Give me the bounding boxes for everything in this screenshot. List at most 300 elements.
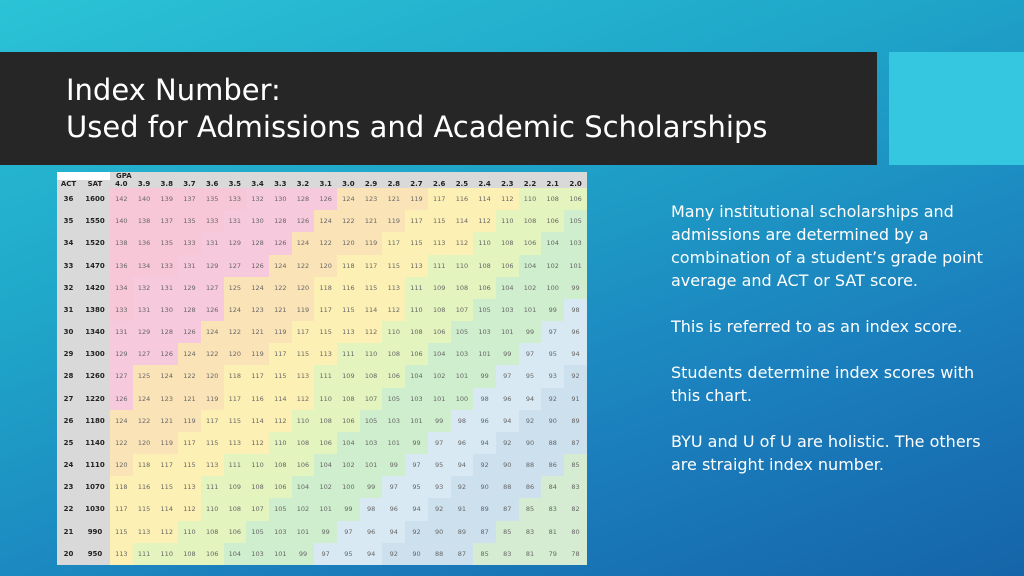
index-value-cell: 117 — [246, 365, 269, 387]
index-value-cell: 105 — [451, 321, 474, 343]
index-value-cell: 116 — [337, 277, 360, 299]
index-value-cell: 137 — [178, 188, 201, 210]
index-value-cell: 105 — [246, 521, 269, 543]
index-value-cell: 140 — [110, 210, 133, 232]
index-value-cell: 124 — [314, 210, 337, 232]
index-value-cell: 97 — [519, 343, 542, 365]
index-value-cell: 92 — [382, 543, 405, 565]
index-value-cell: 103 — [246, 543, 269, 565]
index-value-cell: 87 — [473, 521, 496, 543]
index-value-cell: 130 — [246, 210, 269, 232]
index-value-cell: 99 — [496, 343, 519, 365]
gpa-header-cell: 2.2 — [519, 180, 542, 188]
index-value-cell: 117 — [224, 388, 247, 410]
index-value-cell: 108 — [246, 476, 269, 498]
index-value-cell: 85 — [564, 454, 587, 476]
act-score-cell: 28 — [57, 365, 80, 387]
index-value-cell: 83 — [541, 498, 564, 520]
index-value-cell: 110 — [246, 454, 269, 476]
description — [671, 200, 991, 499]
index-value-cell: 111 — [428, 255, 451, 277]
index-value-cell: 97 — [405, 454, 428, 476]
index-value-cell: 90 — [473, 476, 496, 498]
index-value-cell: 92 — [496, 432, 519, 454]
index-value-cell: 124 — [337, 188, 360, 210]
index-value-cell: 99 — [405, 432, 428, 454]
index-value-cell: 130 — [269, 188, 292, 210]
gpa-header-cell: 3.4 — [246, 180, 269, 188]
sat-score-cell: 1520 — [80, 232, 110, 254]
index-value-cell: 102 — [519, 277, 542, 299]
index-value-cell: 90 — [496, 454, 519, 476]
index-value-cell: 111 — [405, 277, 428, 299]
index-value-cell: 79 — [541, 543, 564, 565]
index-value-cell: 113 — [428, 232, 451, 254]
index-value-cell: 112 — [269, 410, 292, 432]
index-value-cell: 117 — [110, 498, 133, 520]
index-value-cell: 119 — [269, 321, 292, 343]
index-value-cell: 124 — [292, 232, 315, 254]
index-value-cell: 134 — [110, 277, 133, 299]
act-score-cell: 25 — [57, 432, 80, 454]
sat-score-cell: 1220 — [80, 388, 110, 410]
index-value-cell: 108 — [337, 388, 360, 410]
table-row — [57, 255, 587, 277]
index-value-cell: 87 — [451, 543, 474, 565]
sat-score-cell: 1420 — [80, 277, 110, 299]
index-value-cell: 102 — [337, 454, 360, 476]
index-value-cell: 112 — [496, 188, 519, 210]
index-value-cell: 126 — [292, 210, 315, 232]
index-value-cell: 89 — [451, 521, 474, 543]
slide-title — [66, 72, 866, 146]
index-value-cell: 120 — [337, 232, 360, 254]
index-value-cell: 119 — [246, 343, 269, 365]
index-value-cell: 86 — [519, 476, 542, 498]
index-value-cell: 94 — [382, 521, 405, 543]
index-value-cell: 106 — [428, 321, 451, 343]
index-value-cell: 133 — [178, 232, 201, 254]
index-value-cell: 120 — [314, 255, 337, 277]
index-value-cell: 103 — [473, 321, 496, 343]
index-value-cell: 122 — [178, 365, 201, 387]
act-score-cell: 35 — [57, 210, 80, 232]
index-value-cell: 96 — [473, 410, 496, 432]
index-value-cell: 89 — [564, 410, 587, 432]
table-row — [57, 388, 587, 410]
index-value-cell: 111 — [201, 476, 224, 498]
index-value-cell: 124 — [110, 410, 133, 432]
index-value-cell: 128 — [178, 299, 201, 321]
sat-score-cell: 1180 — [80, 410, 110, 432]
act-score-cell: 36 — [57, 188, 80, 210]
index-value-cell: 129 — [201, 255, 224, 277]
sat-score-cell: 1470 — [80, 255, 110, 277]
index-value-cell: 129 — [133, 321, 156, 343]
index-value-cell: 112 — [246, 432, 269, 454]
gpa-header-cell: 2.7 — [405, 180, 428, 188]
index-value-cell: 100 — [337, 476, 360, 498]
gpa-header-cell: 2.8 — [382, 180, 405, 188]
description-paragraph-2: This is referred to as an index score. — [671, 317, 963, 336]
index-value-cell: 101 — [269, 543, 292, 565]
index-value-cell: 103 — [269, 521, 292, 543]
index-value-cell: 138 — [133, 210, 156, 232]
index-value-cell: 80 — [564, 521, 587, 543]
index-value-cell: 108 — [451, 277, 474, 299]
index-value-cell: 110 — [360, 343, 383, 365]
index-value-cell: 121 — [269, 299, 292, 321]
index-value-cell: 117 — [269, 343, 292, 365]
index-value-cell: 90 — [428, 521, 451, 543]
sat-header: SAT — [80, 180, 110, 188]
index-value-cell: 83 — [519, 521, 542, 543]
index-value-cell: 110 — [292, 410, 315, 432]
index-value-cell: 126 — [314, 188, 337, 210]
index-value-cell: 95 — [337, 543, 360, 565]
index-value-cell: 133 — [224, 188, 247, 210]
table-row — [57, 521, 587, 543]
act-score-cell: 24 — [57, 454, 80, 476]
index-value-cell: 92 — [473, 454, 496, 476]
index-value-cell: 113 — [314, 343, 337, 365]
act-header: ACT — [57, 180, 80, 188]
index-value-cell: 122 — [133, 410, 156, 432]
index-value-cell: 97 — [382, 476, 405, 498]
index-value-cell: 101 — [360, 454, 383, 476]
index-value-cell: 115 — [314, 321, 337, 343]
index-value-cell: 99 — [541, 299, 564, 321]
gpa-label: GPA — [110, 172, 587, 180]
gpa-header-cell: 4.0 — [110, 180, 133, 188]
index-value-cell: 86 — [541, 454, 564, 476]
index-value-cell: 96 — [496, 388, 519, 410]
index-value-cell: 97 — [337, 521, 360, 543]
index-value-cell: 110 — [473, 232, 496, 254]
table-row — [57, 343, 587, 365]
index-value-cell: 131 — [201, 232, 224, 254]
index-value-cell: 124 — [269, 255, 292, 277]
index-value-cell: 116 — [133, 476, 156, 498]
index-value-cell: 117 — [292, 321, 315, 343]
index-value-cell: 85 — [496, 521, 519, 543]
index-value-cell: 108 — [269, 454, 292, 476]
index-value-cell: 133 — [201, 210, 224, 232]
act-score-cell: 33 — [57, 255, 80, 277]
table-row — [57, 476, 587, 498]
gpa-header-cell: 2.9 — [360, 180, 383, 188]
index-value-cell: 84 — [541, 476, 564, 498]
index-value-cell: 87 — [564, 432, 587, 454]
index-value-cell: 128 — [246, 232, 269, 254]
index-value-cell: 126 — [201, 299, 224, 321]
index-value-cell: 98 — [451, 410, 474, 432]
index-value-cell: 115 — [201, 432, 224, 454]
corner-blank — [80, 172, 110, 180]
act-score-cell: 32 — [57, 277, 80, 299]
index-value-cell: 115 — [224, 410, 247, 432]
index-value-cell: 140 — [133, 188, 156, 210]
index-value-cell: 106 — [519, 232, 542, 254]
index-value-cell: 107 — [451, 299, 474, 321]
index-value-cell: 106 — [496, 255, 519, 277]
index-value-cell: 81 — [541, 521, 564, 543]
index-value-cell: 110 — [496, 210, 519, 232]
index-value-cell: 138 — [110, 232, 133, 254]
index-value-cell: 112 — [473, 210, 496, 232]
index-value-cell: 110 — [382, 321, 405, 343]
sat-score-cell: 1070 — [80, 476, 110, 498]
index-value-cell: 108 — [178, 543, 201, 565]
index-value-cell: 122 — [224, 321, 247, 343]
index-value-cell: 106 — [224, 521, 247, 543]
index-value-cell: 115 — [405, 232, 428, 254]
index-value-cell: 108 — [496, 232, 519, 254]
index-value-cell: 124 — [155, 365, 178, 387]
index-value-cell: 122 — [292, 255, 315, 277]
index-value-cell: 110 — [269, 432, 292, 454]
index-value-cell: 132 — [133, 277, 156, 299]
index-value-cell: 122 — [337, 210, 360, 232]
index-value-cell: 94 — [496, 410, 519, 432]
gpa-header-cell: 3.5 — [224, 180, 247, 188]
index-value-cell: 96 — [382, 498, 405, 520]
index-value-cell: 113 — [133, 521, 156, 543]
index-value-cell: 142 — [110, 188, 133, 210]
index-value-cell: 101 — [519, 299, 542, 321]
index-value-cell: 106 — [564, 188, 587, 210]
gpa-header-cell: 2.0 — [564, 180, 587, 188]
index-value-cell: 101 — [382, 432, 405, 454]
index-value-cell: 108 — [428, 299, 451, 321]
act-score-cell: 29 — [57, 343, 80, 365]
table-row — [57, 432, 587, 454]
index-value-cell: 83 — [496, 543, 519, 565]
index-value-cell: 107 — [246, 498, 269, 520]
index-value-cell: 106 — [473, 277, 496, 299]
index-value-cell: 124 — [178, 343, 201, 365]
index-value-cell: 115 — [360, 277, 383, 299]
index-value-cell: 102 — [292, 498, 315, 520]
index-value-cell: 104 — [224, 543, 247, 565]
index-value-cell: 117 — [155, 454, 178, 476]
index-value-cell: 104 — [337, 432, 360, 454]
index-value-cell: 94 — [564, 343, 587, 365]
gpa-header-cell: 2.6 — [428, 180, 451, 188]
act-score-cell: 34 — [57, 232, 80, 254]
index-value-cell: 101 — [314, 498, 337, 520]
index-value-cell: 118 — [224, 365, 247, 387]
index-value-cell: 127 — [133, 343, 156, 365]
index-value-cell: 107 — [360, 388, 383, 410]
act-score-cell: 26 — [57, 410, 80, 432]
index-value-cell: 95 — [519, 365, 542, 387]
index-value-cell: 115 — [133, 498, 156, 520]
index-value-cell: 104 — [292, 476, 315, 498]
index-value-cell: 121 — [246, 321, 269, 343]
index-value-cell: 131 — [110, 321, 133, 343]
index-value-cell: 106 — [541, 210, 564, 232]
index-value-cell: 95 — [541, 343, 564, 365]
index-value-cell: 114 — [473, 188, 496, 210]
index-value-cell: 97 — [541, 321, 564, 343]
index-value-cell: 131 — [178, 255, 201, 277]
index-value-cell: 112 — [451, 232, 474, 254]
index-value-cell: 127 — [224, 255, 247, 277]
index-value-cell: 115 — [382, 255, 405, 277]
index-value-cell: 119 — [405, 188, 428, 210]
index-value-cell: 119 — [382, 210, 405, 232]
index-value-cell: 113 — [292, 365, 315, 387]
table-row — [57, 543, 587, 565]
index-value-cell: 91 — [451, 498, 474, 520]
index-value-cell: 98 — [473, 388, 496, 410]
index-chart — [57, 172, 587, 565]
index-value-cell: 115 — [178, 454, 201, 476]
index-value-cell: 117 — [428, 188, 451, 210]
index-value-cell: 103 — [360, 432, 383, 454]
index-value-cell: 114 — [246, 410, 269, 432]
index-value-cell: 81 — [519, 543, 542, 565]
index-value-cell: 96 — [451, 432, 474, 454]
index-value-cell: 83 — [564, 476, 587, 498]
index-value-cell: 92 — [519, 410, 542, 432]
index-value-cell: 115 — [110, 521, 133, 543]
index-value-cell: 130 — [155, 299, 178, 321]
index-value-cell: 94 — [473, 432, 496, 454]
index-value-cell: 87 — [496, 498, 519, 520]
index-value-cell: 120 — [201, 365, 224, 387]
index-value-cell: 135 — [178, 210, 201, 232]
index-value-cell: 106 — [201, 543, 224, 565]
description-paragraph-1: Many institutional scholarships and admissions are determined by a combination of a student’s grade point average and ACT or SAT score. — [671, 202, 983, 290]
index-value-cell: 92 — [541, 388, 564, 410]
index-value-cell: 112 — [360, 321, 383, 343]
index-value-cell: 99 — [473, 365, 496, 387]
index-value-cell: 103 — [451, 343, 474, 365]
index-value-cell: 120 — [292, 277, 315, 299]
index-value-cell: 109 — [224, 476, 247, 498]
index-value-cell: 99 — [337, 498, 360, 520]
act-score-cell: 31 — [57, 299, 80, 321]
index-value-cell: 110 — [178, 521, 201, 543]
index-value-cell: 108 — [405, 321, 428, 343]
gpa-header-cell: 3.7 — [178, 180, 201, 188]
gpa-header-cell: 3.3 — [269, 180, 292, 188]
index-value-cell: 112 — [178, 498, 201, 520]
table-row — [57, 232, 587, 254]
index-value-cell: 102 — [541, 255, 564, 277]
title-line-1: Index Number: — [66, 73, 281, 107]
index-value-cell: 115 — [337, 299, 360, 321]
act-score-cell: 21 — [57, 521, 80, 543]
index-value-cell: 110 — [519, 188, 542, 210]
index-value-cell: 115 — [269, 365, 292, 387]
index-value-cell: 133 — [110, 299, 133, 321]
index-value-cell: 118 — [110, 476, 133, 498]
table-row — [57, 210, 587, 232]
index-value-cell: 105 — [564, 210, 587, 232]
gpa-header-cell: 3.9 — [133, 180, 156, 188]
index-value-cell: 104 — [496, 277, 519, 299]
index-value-cell: 116 — [246, 388, 269, 410]
index-value-cell: 122 — [269, 277, 292, 299]
index-value-cell: 124 — [201, 321, 224, 343]
index-value-cell: 105 — [473, 299, 496, 321]
index-value-cell: 99 — [564, 277, 587, 299]
index-value-cell: 92 — [451, 476, 474, 498]
act-score-cell: 30 — [57, 321, 80, 343]
index-value-cell: 78 — [564, 543, 587, 565]
index-value-cell: 113 — [110, 543, 133, 565]
index-value-cell: 112 — [155, 521, 178, 543]
index-value-cell: 111 — [314, 365, 337, 387]
index-value-cell: 129 — [178, 277, 201, 299]
index-value-cell: 105 — [360, 410, 383, 432]
gpa-header-cell: 3.6 — [201, 180, 224, 188]
table-row — [57, 410, 587, 432]
index-value-cell: 104 — [541, 232, 564, 254]
sat-score-cell: 1110 — [80, 454, 110, 476]
index-value-cell: 124 — [224, 299, 247, 321]
gpa-header-cell: 2.1 — [541, 180, 564, 188]
index-value-cell: 104 — [519, 255, 542, 277]
index-value-cell: 106 — [314, 432, 337, 454]
gpa-header-cell: 3.0 — [337, 180, 360, 188]
index-value-cell: 126 — [110, 388, 133, 410]
sat-score-cell: 1260 — [80, 365, 110, 387]
description-paragraph-4: BYU and U of U are holistic. The others are straight index number. — [671, 432, 981, 474]
table-row — [57, 365, 587, 387]
table-row — [57, 299, 587, 321]
index-value-cell: 96 — [564, 321, 587, 343]
gpa-header-row — [57, 180, 587, 188]
index-value-cell: 120 — [133, 432, 156, 454]
index-value-cell: 100 — [541, 277, 564, 299]
index-value-cell: 90 — [541, 410, 564, 432]
index-value-cell: 125 — [133, 365, 156, 387]
index-value-cell: 122 — [201, 343, 224, 365]
index-value-cell: 92 — [564, 365, 587, 387]
index-table — [57, 172, 587, 565]
index-value-cell: 97 — [314, 543, 337, 565]
act-score-cell: 22 — [57, 498, 80, 520]
index-value-cell: 111 — [133, 543, 156, 565]
sat-score-cell: 1550 — [80, 210, 110, 232]
index-value-cell: 101 — [292, 521, 315, 543]
index-value-cell: 82 — [564, 498, 587, 520]
index-value-cell: 109 — [337, 365, 360, 387]
index-value-cell: 85 — [473, 543, 496, 565]
index-value-cell: 91 — [564, 388, 587, 410]
index-value-cell: 115 — [292, 343, 315, 365]
index-value-cell: 122 — [110, 432, 133, 454]
index-value-cell: 105 — [269, 498, 292, 520]
index-value-cell: 106 — [382, 365, 405, 387]
index-value-cell: 106 — [292, 454, 315, 476]
index-value-cell: 94 — [360, 543, 383, 565]
index-value-cell: 89 — [473, 498, 496, 520]
index-value-cell: 105 — [382, 388, 405, 410]
index-value-cell: 124 — [246, 277, 269, 299]
index-value-cell: 111 — [337, 343, 360, 365]
index-value-cell: 95 — [428, 454, 451, 476]
index-value-cell: 108 — [360, 365, 383, 387]
index-value-cell: 93 — [428, 476, 451, 498]
title-accent-block — [889, 52, 1024, 165]
corner-blank — [57, 172, 80, 180]
index-value-cell: 131 — [133, 299, 156, 321]
